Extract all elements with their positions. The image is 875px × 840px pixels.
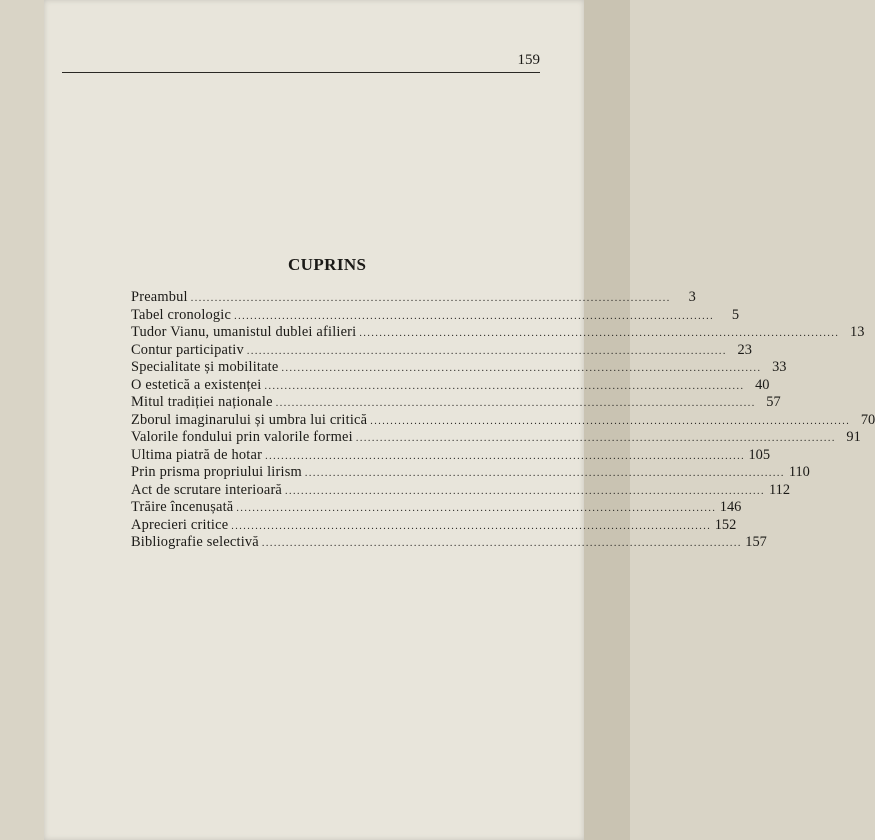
leader-dots: ........................................................................................................................ [231, 520, 712, 532]
toc-entry-title: Act de scrutare interioară [131, 481, 283, 498]
toc-entry [131, 516, 737, 535]
leader-dots: ........................................................................................................................ [281, 363, 762, 374]
leader-dots: ........................................................................................................................ [275, 398, 756, 409]
leader-dots: ........................................................................................................................ [265, 450, 746, 462]
toc-entry [131, 376, 770, 395]
toc-entry-page: 5 [731, 306, 740, 323]
toc-entry-title: Trăire încenușată [131, 499, 234, 515]
toc-entry-title: Bibliografie selectivă [131, 534, 259, 550]
toc-entry-page: 157 [745, 534, 767, 550]
leader-dots: ........................................................................................................................ [246, 345, 727, 357]
leader-dots: ........................................................................................................................ [190, 293, 671, 304]
toc-entry-title: Specialitate și mobilitate [131, 359, 279, 375]
leader-dots: ........................................................................................................................ [304, 468, 785, 479]
toc-entry [131, 481, 791, 500]
page-number: 159 [517, 52, 540, 68]
toc-entry-page: 112 [768, 481, 791, 498]
toc-entry [131, 534, 767, 552]
toc-entry [131, 359, 787, 377]
toc-entry [131, 464, 810, 482]
leader-dots: ........................................................................................................................ [359, 328, 840, 339]
header-rule [62, 72, 540, 73]
leader-dots: ........................................................................................................................ [355, 433, 836, 444]
toc-entry-title: Contur participativ [131, 341, 244, 358]
toc-entry-page: 3 [688, 289, 696, 305]
leader-dots: ........................................................................................................................ [261, 538, 742, 549]
toc-entry-page: 70 [860, 411, 875, 428]
toc-entry [131, 429, 861, 447]
toc-entry-title: O estetică a existenței [131, 376, 262, 393]
toc-entry-page: 13 [850, 324, 865, 340]
leader-dots: ........................................................................................................................ [236, 503, 717, 514]
toc-entry-title: Ultima piatră de hotar [131, 446, 263, 463]
toc-entry-title: Valorile fondului prin valorile formei [131, 429, 353, 445]
toc-entry-page: 23 [737, 341, 752, 358]
toc-entry-title: Tudor Vianu, umanistul dublei afilieri [131, 324, 357, 340]
toc-entry-page: 91 [846, 429, 861, 445]
toc-entry [131, 341, 752, 360]
leader-dots: ........................................................................................................................ [370, 415, 851, 427]
toc-entry-page: 40 [755, 376, 770, 393]
toc-entry [131, 289, 696, 307]
leader-dots: ........................................................................................................................ [285, 485, 766, 497]
toc-entry-title: Prin prisma propriului lirism [131, 464, 302, 480]
toc-entry-page: 33 [772, 359, 787, 375]
toc-entry-page: 152 [714, 516, 737, 533]
toc-entry [131, 324, 865, 342]
toc-entry [131, 499, 742, 517]
table-of-contents [131, 289, 875, 552]
toc-entry-title: Mitul tradiției naționale [131, 394, 273, 410]
toc-entry-title: Zborul imaginarului și umbra lui critică [131, 411, 368, 428]
toc-entry [131, 411, 875, 430]
toc-title: CUPRINS [288, 255, 367, 274]
toc-entry-page: 105 [748, 446, 771, 463]
toc-entry-page: 110 [788, 464, 810, 480]
toc-entry [131, 446, 771, 465]
toc-entry-page: 146 [719, 499, 742, 515]
toc-entry-title: Preambul [131, 289, 188, 305]
leader-dots: ........................................................................................................................ [264, 380, 745, 392]
toc-entry-page: 57 [766, 394, 781, 410]
leader-dots: ........................................................................................................................ [234, 310, 715, 322]
toc-entry [131, 306, 740, 325]
toc-entry-title: Tabel cronologic [131, 306, 232, 323]
toc-entry [131, 394, 781, 412]
toc-entry-title: Aprecieri critice [131, 516, 229, 533]
